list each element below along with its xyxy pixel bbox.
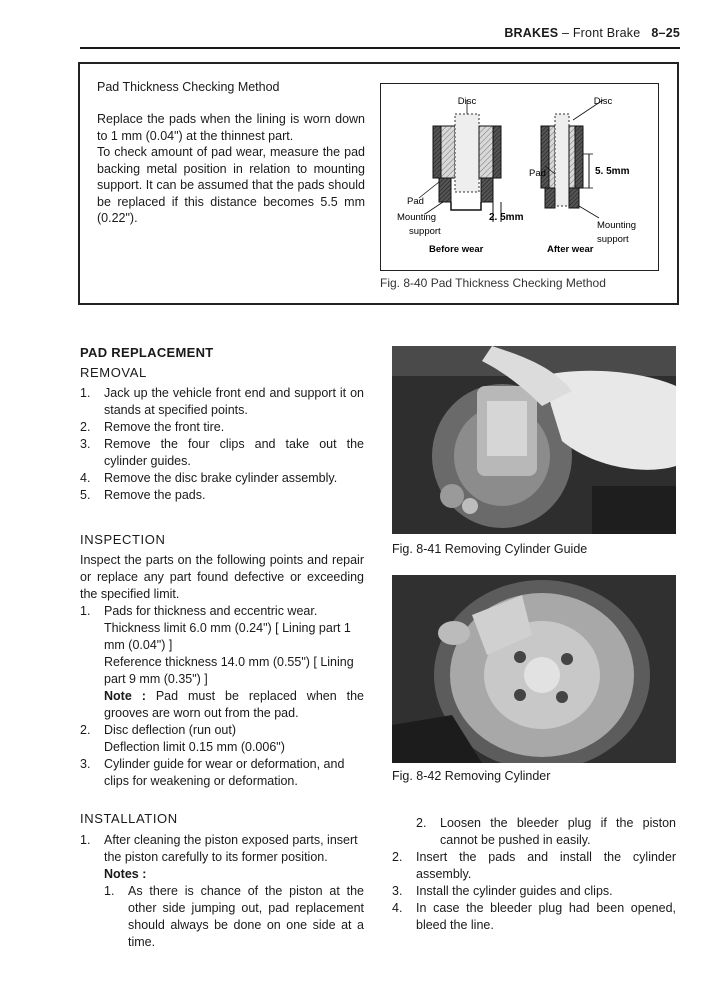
fig-8-40-caption: Fig. 8-40 Pad Thickness Checking Method	[380, 276, 606, 290]
pad-check-body	[97, 111, 365, 227]
before-wear-drawing	[419, 100, 501, 222]
installation-title: INSTALLATION	[80, 811, 178, 826]
header-rule	[80, 47, 680, 49]
inspection-intro: Inspect the parts on the following points and repair or replace any part found defective or exceeding the specified limit.	[80, 553, 364, 601]
list-item: 4. In case the bleeder plug had been opened, bleed the line.	[392, 901, 676, 932]
inspection-note: Note : Pad must be replaced when the grooves are worn out from the pad.	[104, 689, 364, 720]
removal-title: REMOVAL	[80, 365, 147, 380]
after-wear-caption: After wear	[547, 244, 594, 255]
list-item: 2. Disc deflection (run out) Deflection limit 0.15 mm (0.006")	[80, 722, 364, 756]
before-wear-caption: Before wear	[429, 244, 484, 255]
inspection-step-2: Disc deflection (run out)	[104, 723, 237, 737]
pad-check-paragraph-2: To check amount of pad wear, measure the pad backing metal position in relation to mounting support. It can be assumed that the pads should be replaced if this distance becomes 5.5 mm (0.22").	[97, 145, 365, 225]
list-item: 5. Remove the pads.	[80, 488, 206, 502]
installation-steps-left	[80, 832, 364, 951]
pad-thickness-diagram	[381, 84, 657, 269]
fig-8-41-photo	[392, 346, 676, 534]
list-item: 1. As there is chance of the piston at the other side jumping out, pad replacement should always be done on one side at a time.	[104, 884, 364, 949]
pad-replacement-title: PAD REPLACEMENT	[80, 345, 214, 360]
list-item: 4. Remove the disc brake cylinder assembly.	[80, 471, 338, 485]
list-item: 2. Remove the front tire.	[80, 420, 225, 434]
notes-label: Notes :	[104, 867, 147, 881]
before-disc-label: Disc	[457, 96, 477, 107]
fig-8-40-diagram	[380, 83, 659, 271]
removing-cylinder-photo	[392, 575, 676, 763]
after-mounting-label-1: Mounting	[597, 220, 637, 231]
inspection-title: INSPECTION	[80, 532, 166, 547]
pad-replacement-section	[80, 345, 364, 504]
before-mounting-label-2: support	[409, 226, 441, 237]
after-pad-label: Pad	[529, 168, 546, 179]
deflection-limit: Deflection limit 0.15 mm (0.006")	[104, 740, 285, 754]
before-pad-label: Pad	[407, 196, 424, 207]
after-wear-drawing	[541, 100, 603, 218]
notes-list	[104, 883, 364, 951]
page-number: 8–25	[651, 26, 680, 40]
page-header	[504, 26, 680, 40]
after-disc-label: Disc	[593, 96, 613, 107]
inspection-steps	[80, 603, 364, 790]
inspection-step-1: Pads for thickness and eccentric wear.	[104, 604, 318, 618]
list-item: 2. Insert the pads and install the cylinder assembly.	[392, 850, 676, 881]
after-measure-label: 5. 5mm	[595, 166, 630, 177]
list-item: 2. Loosen the bleeder plug if the piston cannot be pushed in easily.	[416, 816, 676, 847]
header-section: BRAKES	[504, 26, 559, 40]
inspection-section	[80, 532, 364, 790]
notes-list-continued	[392, 815, 676, 849]
reference-thickness: Reference thickness 14.0 mm (0.55") [ Lining part 9 mm (0.35") ]	[104, 655, 354, 686]
pad-check-paragraph-1: Replace the pads when the lining is worn down to 1 mm (0.04") at the thinnest part.	[97, 112, 365, 143]
thickness-limit: Thickness limit 6.0 mm (0.24") [ Lining part 1 mm (0.04") ]	[104, 621, 351, 652]
inspection-step-3: Cylinder guide for wear or deformation, and clips for weakening or deformation.	[104, 757, 345, 788]
pad-check-title: Pad Thickness Checking Method	[97, 80, 280, 94]
list-item: 1. Pads for thickness and eccentric wear. Thickness limit 6.0 mm (0.24") [ Lining part 1 mm (0.04") ] Reference thickness 14.0 mm (0.55") [ Lining part 9 mm (0.35") ] Note : Pad must be replaced when the grooves are worn out from the pad.	[80, 604, 364, 720]
fig-8-42-caption: Fig. 8-42 Removing Cylinder	[392, 769, 551, 783]
removal-steps	[80, 385, 364, 504]
before-mounting-label-1: Mounting	[397, 212, 437, 223]
header-subsection: Front Brake	[572, 26, 641, 40]
fig-8-41-caption: Fig. 8-41 Removing Cylinder Guide	[392, 542, 588, 556]
removing-cylinder-guide-photo	[392, 346, 676, 534]
list-item: 3. Install the cylinder guides and clips.	[392, 884, 613, 898]
list-item: 3. Cylinder guide for wear or deformation, and clips for weakening or deformation.	[80, 756, 364, 790]
list-item: 3. Remove the four clips and take out the cylinder guides.	[80, 437, 364, 468]
list-item: 1. After cleaning the piston exposed parts, insert the piston carefully to its former position. Notes : 1. As there is chance of the piston at the other side jumping out, pad replacement should always be done on one side at a time.	[80, 833, 364, 949]
installation-step-1: After cleaning the piston exposed parts, insert the piston carefully to its former position.	[104, 833, 358, 864]
installation-section	[80, 811, 364, 951]
after-mounting-label-2: support	[597, 234, 629, 245]
list-item: 1. Jack up the vehicle front end and support it on stands at specified points.	[80, 386, 364, 417]
fig-8-42-photo	[392, 575, 676, 763]
installation-steps-right	[392, 849, 676, 934]
header-dash: –	[562, 26, 570, 40]
installation-continued	[392, 815, 676, 934]
before-measure-label: 2. 5mm	[489, 212, 524, 223]
